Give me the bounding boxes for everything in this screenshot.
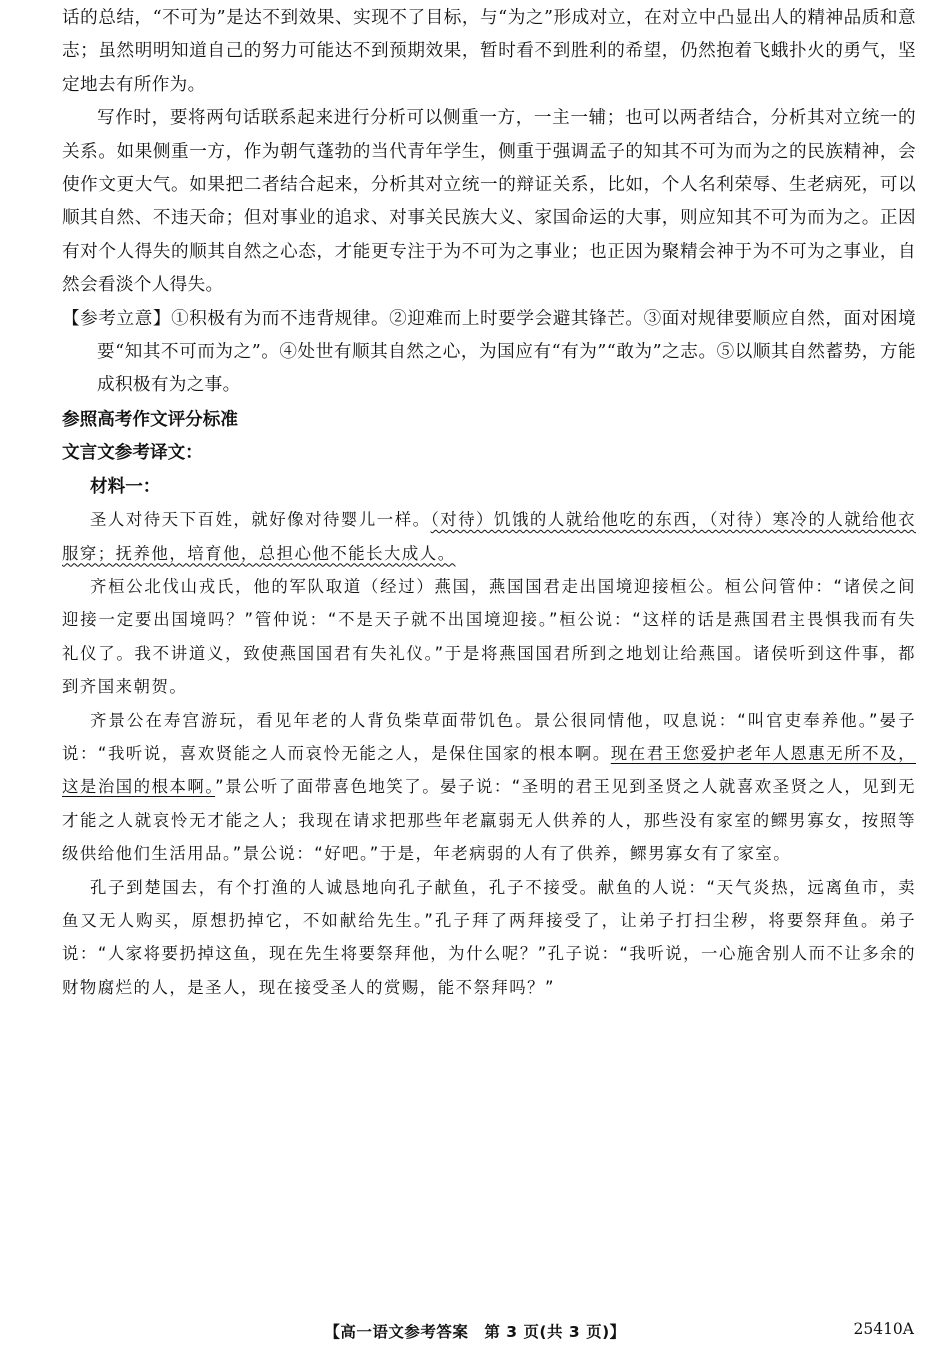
translation-paragraph-2: 齐桓公北伐山戎氏，他的军队取道（经过）燕国，燕国国君走出国境迎接桓公。桓公问管仲：“诸侯之间迎接一定要出国境吗？”管仲说：“不是天子就不出国境迎接。”桓公说：“这样的话是燕国君主畏惧我而有失礼仪了。我不讲道义，致使燕国国君有失礼仪。”于是将燕国国君所到之地划让给燕国。诸侯听到这件事，都到齐国来朝贺。 (62, 576, 916, 697)
translation-p3-before: 齐景公在寿宫游玩，看见年老的人背负柴草面带饥色。景公很同情他，叹息说：“叫官吏奉养他。”晏子说：“我听说，喜欢贤能之人而哀怜无能之人，是保住国家的根本啊。 (62, 710, 916, 763)
translation-paragraph-3 (62, 704, 916, 871)
translation-heading: 文言文参考译文： (62, 442, 203, 464)
material-1-heading: 材料一： (90, 475, 161, 497)
footer-page-info: 【高一语文参考答案 第 3 页(共 3 页)】 (324, 1323, 626, 1341)
translation-p3-underlined: 现在君王您爱护老年人恩惠无所不及，这是治国的根本啊。 (62, 743, 916, 797)
translation-paragraph-1 (62, 503, 916, 570)
translation-p1-plain: 圣人对待天下百姓，就好像对待婴儿一样。 (90, 510, 431, 530)
footer-code: 25410A (853, 1320, 914, 1338)
reference-label: 【参考立意】 (62, 308, 172, 329)
document-page (62, 2, 916, 1004)
translation-paragraph-4: 孔子到楚国去，有个打渔的人诚恳地向孔子献鱼，孔子不接受。献鱼的人说：“天气炎热，远离鱼市，卖鱼又无人购买，原想扔掉它，不如献给先生。”孔子拜了两拜接受了，让弟子打扫尘秽，将要祭拜鱼。弟子说：“人家将要扔掉这鱼，现在先生将要祭拜他，为什么呢？”孔子说：“我听说，一心施舍别人而不让多余的财物腐烂的人，是圣人，现在接受圣人的赏赐，能不祭拜吗？” (62, 877, 916, 997)
intro-paragraph-1: 话的总结，“不可为”是达不到效果、实现不了目标，与“为之”形成对立，在对立中凸显出人的精神品质和意志；虽然明明知道自己的努力可能达不到预期效果，暂时看不到胜利的希望，仍然抱着飞蛾扑火的勇气，坚定地去有所作为。 (62, 8, 916, 95)
reference-ideas (62, 303, 916, 403)
grading-heading: 参照高考作文评分标准 (62, 408, 238, 430)
reference-text: ①积极有为而不违背规律。②迎难而上时要学会避其锋芒。③面对规律要顺应自然，面对困境要“知其不可而为之”。④处世有顺其自然之心，为国应有“有为”“敢为”之志。⑤以顺其自然蓄势，方能成积极有为之事。 (97, 308, 916, 396)
translation-p1-wavy-underlined: （对待）饥饿的人就给他吃的东西，（对待）寒冷的人就给他衣服穿；抚养他，培育他，总担心他不能长大成人。 (62, 510, 916, 563)
translation-p3-after: ”景公听了面带喜色地笑了。晏子说：“圣明的君王见到圣贤之人就喜欢圣贤之人，见到无才能之人就哀怜无才能之人；我现在请求把那些年老羸弱无人供养的人，那些没有家室的鳏男寡女，按照等级供给他们生活用品。”景公说：“好吧。”于是，年老病弱的人有了供养，鳏男寡女有了家室。 (62, 777, 916, 864)
intro-paragraph-2: 写作时，要将两句话联系起来进行分析可以侧重一方，一主一辅；也可以两者结合，分析其对立统一的关系。如果侧重一方，作为朝气蓬勃的当代青年学生，侧重于强调孟子的知其不可为而为之的民族精神，会使作文更大气。如果把二者结合起来，分析其对立统一的辩证关系，比如，个人名利荣辱、生老病死，可以顺其自然、不违天命；但对事业的追求、对事关民族大义、家国命运的大事，则应知其不可为而为之。正因有对个人得失的顺其自然之心态，才能更专注于为不可为之事业；也正因为聚精会神于为不可为之事业，自然会看淡个人得失。 (62, 108, 916, 296)
